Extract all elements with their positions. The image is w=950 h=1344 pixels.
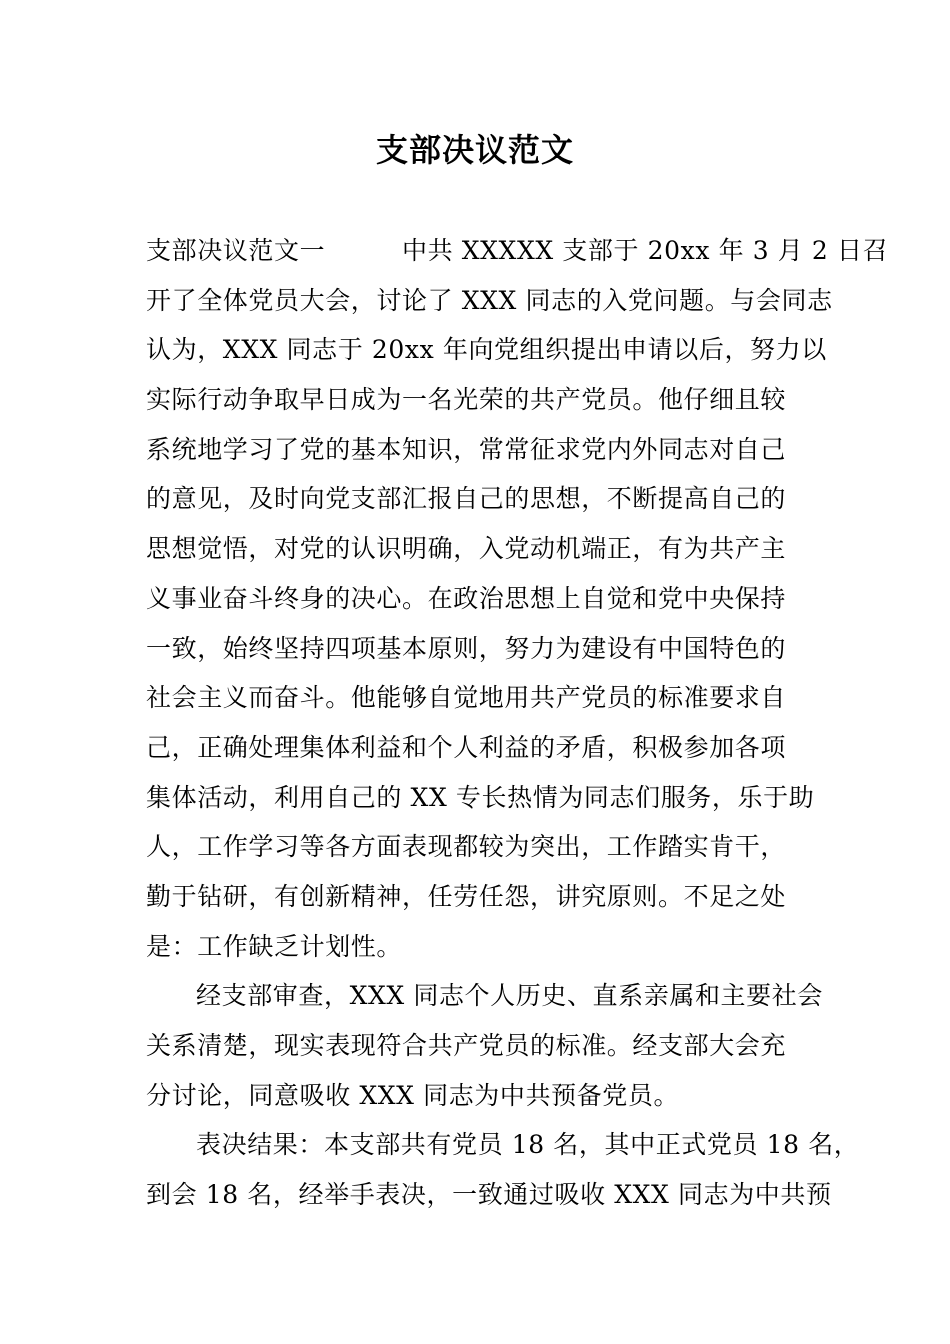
body-line: 是：工作缺乏计划性。 xyxy=(146,931,403,961)
body-line: 开了全体党员大会，讨论了 XXX 同志的入党问题。与会同志 xyxy=(146,285,833,315)
body-line: 思想觉悟，对党的认识明确，入党动机端正，有为共产主 xyxy=(146,534,787,564)
body-line: 分讨论，同意吸收 XXX 同志为中共预备党员。 xyxy=(146,1080,680,1110)
body-line: 实际行动争取早日成为一名光荣的共产党员。他仔细且较 xyxy=(146,385,787,415)
body-line: 集体活动，利用自己的 XX 专长热情为同志们服务，乐于助 xyxy=(146,782,815,812)
paragraph-start-line: 表决结果：本支部共有党员 18 名，其中正式党员 18 名， xyxy=(196,1130,860,1160)
body-line: 人，工作学习等各方面表现都较为突出，工作踏实肯干， xyxy=(146,832,787,862)
body-line: 系统地学习了党的基本知识，常常征求党内外同志对自己 xyxy=(146,434,787,464)
body-line: 支部决议范文一 中共 XXXXX 支部于 20xx 年 3 月 2 日召 xyxy=(146,236,889,265)
document-title: 支部决议范文 xyxy=(375,131,574,169)
body-line: 关系清楚，现实表现符合共产党员的标准。经支部大会充 xyxy=(146,1031,787,1060)
body-line: 到会 18 名，经举手表决，一致通过吸收 XXX 同志为中共预 xyxy=(146,1180,832,1210)
body-line: 义事业奋斗终身的决心。在政治思想上自觉和党中央保持 xyxy=(146,583,787,613)
body-line: 己，正确处理集体利益和个人利益的矛盾，积极参加各项 xyxy=(146,732,787,762)
body-line: 一致，始终坚持四项基本原则，努力为建设有中国特色的 xyxy=(146,633,787,663)
body-line: 勤于钻研，有创新精神，任劳任怨，讲究原则。不足之处 xyxy=(146,881,787,911)
body-line: 的意见，及时向党支部汇报自己的思想，不断提高自己的 xyxy=(146,484,787,514)
paragraph-start-line: 经支部审查，XXX 同志个人历史、直系亲属和主要社会 xyxy=(196,981,823,1011)
body-line: 认为，XXX 同志于 20xx 年向党组织提出申请以后，努力以 xyxy=(146,335,827,365)
body-line: 社会主义而奋斗。他能够自觉地用共产党员的标准要求自 xyxy=(146,683,787,713)
document-body xyxy=(146,226,889,1220)
